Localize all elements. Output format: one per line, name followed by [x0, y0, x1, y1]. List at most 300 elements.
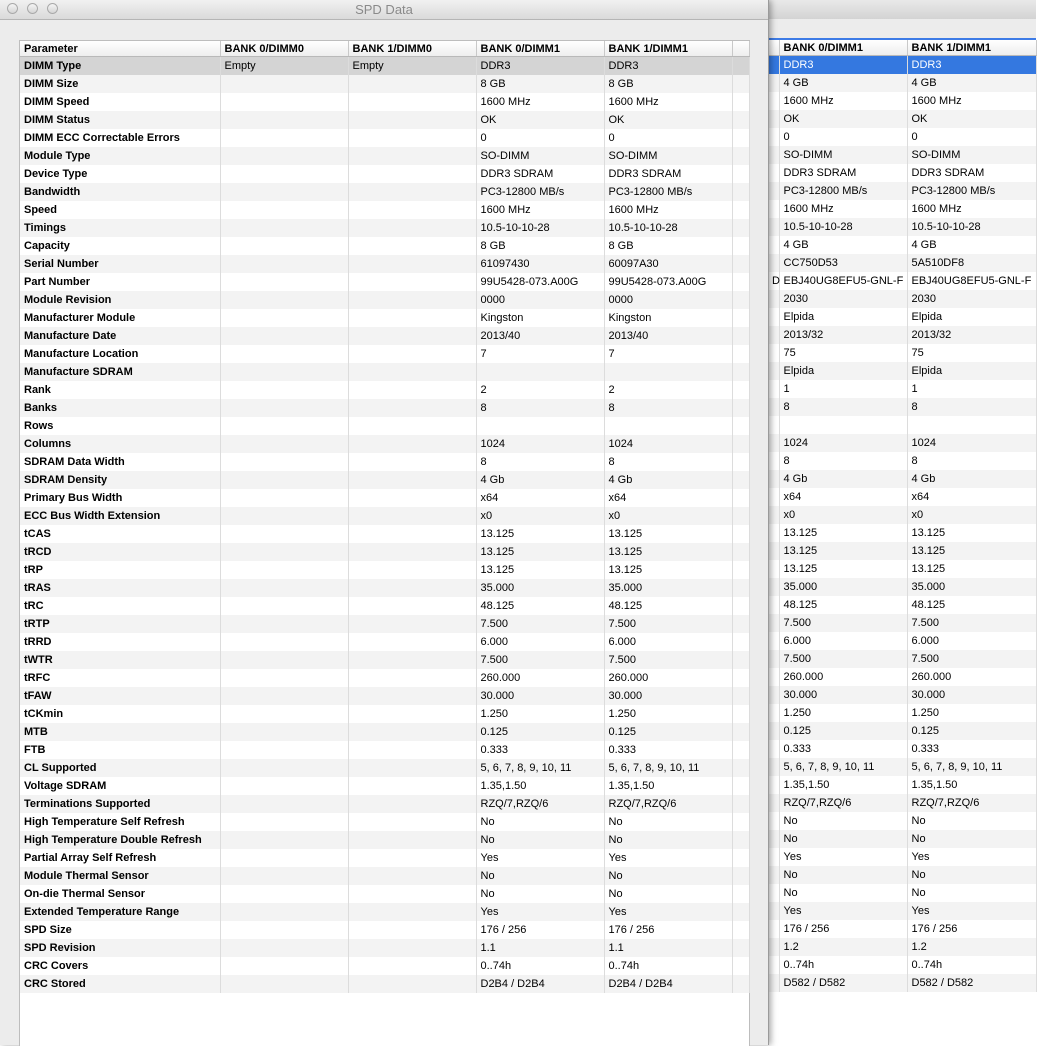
partial-cell	[768, 74, 779, 92]
table-row[interactable]	[20, 615, 749, 633]
table-row[interactable]	[768, 542, 1036, 560]
value-cell: 0.333	[779, 740, 907, 758]
table-row[interactable]	[768, 326, 1036, 344]
filler-cell	[732, 795, 749, 813]
table-row[interactable]	[768, 614, 1036, 632]
parameter-cell: Columns	[20, 435, 220, 453]
table-row[interactable]	[768, 452, 1036, 470]
filler-cell	[732, 759, 749, 777]
value-cell: 2	[604, 381, 732, 399]
value-cell: OK	[476, 111, 604, 129]
value-cell: 0..74h	[604, 957, 732, 975]
value-cell: 30.000	[907, 686, 1036, 704]
table-row[interactable]	[20, 147, 749, 165]
value-cell: 260.000	[779, 668, 907, 686]
value-cell: 10.5-10-10-28	[907, 218, 1036, 236]
table-row[interactable]	[20, 543, 749, 561]
table-row[interactable]	[20, 363, 749, 381]
value-cell: No	[907, 866, 1036, 884]
table-row[interactable]	[20, 597, 749, 615]
value-cell: x64	[779, 488, 907, 506]
parameter-cell: CRC Covers	[20, 957, 220, 975]
table-row[interactable]	[20, 129, 749, 147]
value-cell: CC750D53	[779, 254, 907, 272]
partial-cell	[768, 614, 779, 632]
value-cell	[220, 345, 348, 363]
value-cell	[476, 363, 604, 381]
table-row[interactable]	[20, 633, 749, 651]
value-cell: SO-DIMM	[476, 147, 604, 165]
value-cell	[220, 921, 348, 939]
value-cell: 0	[907, 128, 1036, 146]
value-cell	[348, 363, 476, 381]
parameter-cell: DIMM Size	[20, 75, 220, 93]
table-row[interactable]	[20, 939, 749, 957]
table-row[interactable]	[768, 902, 1036, 920]
value-cell	[348, 903, 476, 921]
table-row[interactable]	[768, 272, 1036, 290]
value-cell	[348, 633, 476, 651]
value-cell: 1.2	[907, 938, 1036, 956]
value-cell	[220, 705, 348, 723]
table-row[interactable]	[20, 723, 749, 741]
table-row[interactable]	[20, 291, 749, 309]
table-row[interactable]	[768, 398, 1036, 416]
filler-cell	[732, 633, 749, 651]
value-cell: 6.000	[779, 632, 907, 650]
partial-cell	[768, 830, 779, 848]
value-cell: 8 GB	[604, 75, 732, 93]
value-cell: Elpida	[779, 308, 907, 326]
window-title: SPD Data	[355, 2, 413, 17]
partial-cell	[768, 686, 779, 704]
parameter-cell: SDRAM Data Width	[20, 453, 220, 471]
table-row[interactable]	[20, 453, 749, 471]
table-row[interactable]	[20, 417, 749, 435]
table-row[interactable]	[768, 632, 1036, 650]
table-row[interactable]	[768, 578, 1036, 596]
value-cell: Yes	[907, 902, 1036, 920]
value-cell	[348, 561, 476, 579]
parameter-cell: Voltage SDRAM	[20, 777, 220, 795]
table-row[interactable]	[768, 74, 1036, 92]
parameter-cell: tFAW	[20, 687, 220, 705]
partial-cell: D	[768, 272, 779, 290]
table-row[interactable]	[20, 309, 749, 327]
value-cell	[348, 489, 476, 507]
table-row[interactable]	[20, 669, 749, 687]
table-row[interactable]	[768, 524, 1036, 542]
table-row[interactable]	[20, 435, 749, 453]
value-cell: SO-DIMM	[779, 146, 907, 164]
table-row[interactable]	[768, 722, 1036, 740]
parameter-cell: tCAS	[20, 525, 220, 543]
column-header-bank0-dimm0[interactable]: BANK 0/DIMM0	[220, 41, 348, 57]
value-cell	[220, 615, 348, 633]
value-cell	[604, 363, 732, 381]
table-row[interactable]	[768, 596, 1036, 614]
table-row[interactable]	[768, 182, 1036, 200]
column-header[interactable]: BANK 1/DIMM1	[907, 40, 1036, 56]
column-header[interactable]: BANK 0/DIMM1	[779, 40, 907, 56]
table-row[interactable]	[768, 974, 1036, 992]
value-cell	[348, 723, 476, 741]
table-row[interactable]	[20, 489, 749, 507]
table-row[interactable]	[768, 776, 1036, 794]
partial-cell	[768, 524, 779, 542]
value-cell: 35.000	[604, 579, 732, 597]
parameter-cell: High Temperature Double Refresh	[20, 831, 220, 849]
table-row[interactable]	[768, 56, 1036, 75]
parameter-cell: Device Type	[20, 165, 220, 183]
value-cell: 2	[476, 381, 604, 399]
table-row[interactable]	[768, 758, 1036, 776]
table-row[interactable]	[768, 938, 1036, 956]
value-cell	[348, 759, 476, 777]
value-cell	[220, 309, 348, 327]
value-cell	[220, 183, 348, 201]
value-cell: 2013/40	[604, 327, 732, 345]
filler-cell	[732, 975, 749, 993]
value-cell	[348, 435, 476, 453]
value-cell: SO-DIMM	[907, 146, 1036, 164]
value-cell: DDR3 SDRAM	[779, 164, 907, 182]
value-cell: No	[604, 885, 732, 903]
table-row[interactable]	[768, 794, 1036, 812]
value-cell	[220, 489, 348, 507]
table-row[interactable]	[20, 237, 749, 255]
table-row[interactable]	[768, 362, 1036, 380]
table-row[interactable]	[20, 903, 749, 921]
value-cell: OK	[604, 111, 732, 129]
table-row[interactable]	[768, 434, 1036, 452]
table-row[interactable]	[20, 525, 749, 543]
value-cell: 1	[907, 380, 1036, 398]
value-cell: No	[907, 884, 1036, 902]
value-cell	[220, 597, 348, 615]
table-row[interactable]	[20, 219, 749, 237]
table-row[interactable]	[20, 687, 749, 705]
filler-cell	[732, 921, 749, 939]
value-cell	[220, 219, 348, 237]
value-cell: 0.125	[476, 723, 604, 741]
value-cell: 7.500	[907, 650, 1036, 668]
column-header-bank0-dimm1[interactable]: BANK 0/DIMM1	[476, 41, 604, 57]
partial-cell	[768, 128, 779, 146]
value-cell: 8	[779, 452, 907, 470]
table-row[interactable]	[20, 111, 749, 129]
value-cell: 99U5428-073.A00G	[604, 273, 732, 291]
table-row[interactable]	[20, 957, 749, 975]
value-cell: 0.125	[779, 722, 907, 740]
table-row[interactable]	[768, 506, 1036, 524]
table-row[interactable]	[768, 488, 1036, 506]
value-cell: PC3-12800 MB/s	[476, 183, 604, 201]
table-row[interactable]	[20, 273, 749, 291]
value-cell: 0000	[604, 291, 732, 309]
partial-cell	[768, 344, 779, 362]
value-cell	[220, 651, 348, 669]
table-row[interactable]	[768, 848, 1036, 866]
partial-cell	[768, 758, 779, 776]
value-cell: 1.35,1.50	[779, 776, 907, 794]
value-cell: 7.500	[779, 614, 907, 632]
table-row[interactable]	[20, 741, 749, 759]
parameter-cell: ECC Bus Width Extension	[20, 507, 220, 525]
table-row[interactable]	[20, 57, 749, 76]
value-cell	[348, 327, 476, 345]
table-row[interactable]	[768, 236, 1036, 254]
table-row[interactable]	[20, 561, 749, 579]
value-cell	[348, 543, 476, 561]
table-row[interactable]	[768, 128, 1036, 146]
value-cell: 13.125	[476, 561, 604, 579]
value-cell: RZQ/7,RZQ/6	[907, 794, 1036, 812]
value-cell	[220, 867, 348, 885]
spd-table	[20, 41, 750, 993]
filler-cell	[732, 741, 749, 759]
value-cell: Yes	[779, 902, 907, 920]
value-cell: 48.125	[476, 597, 604, 615]
table-row[interactable]	[768, 956, 1036, 974]
partial-cell	[768, 776, 779, 794]
table-row[interactable]	[768, 200, 1036, 218]
filler-cell	[732, 435, 749, 453]
filler-cell	[732, 615, 749, 633]
partial-cell	[768, 560, 779, 578]
table-row[interactable]	[20, 183, 749, 201]
value-cell	[220, 723, 348, 741]
value-cell	[220, 885, 348, 903]
table-row[interactable]	[20, 345, 749, 363]
partial-cell	[768, 938, 779, 956]
table-row[interactable]	[20, 381, 749, 399]
value-cell: 1600 MHz	[907, 200, 1036, 218]
value-cell: 1600 MHz	[476, 93, 604, 111]
filler-cell	[732, 687, 749, 705]
table-row[interactable]	[20, 75, 749, 93]
value-cell	[348, 615, 476, 633]
value-cell	[348, 111, 476, 129]
table-row[interactable]	[20, 813, 749, 831]
parameter-cell: Rank	[20, 381, 220, 399]
table-row[interactable]	[768, 380, 1036, 398]
partial-cell	[768, 164, 779, 182]
filler-cell	[732, 309, 749, 327]
value-cell	[220, 849, 348, 867]
value-cell: No	[779, 884, 907, 902]
table-row[interactable]	[20, 831, 749, 849]
value-cell: D582 / D582	[779, 974, 907, 992]
parameter-cell: On-die Thermal Sensor	[20, 885, 220, 903]
value-cell	[220, 327, 348, 345]
value-cell: EBJ40UG8EFU5-GNL-F	[907, 272, 1036, 290]
table-row[interactable]	[20, 579, 749, 597]
table-row[interactable]	[20, 165, 749, 183]
value-cell	[348, 669, 476, 687]
table-row[interactable]	[20, 759, 749, 777]
table-row[interactable]	[768, 254, 1036, 272]
table-row[interactable]	[768, 416, 1036, 434]
table-row[interactable]	[768, 812, 1036, 830]
table-row[interactable]	[768, 218, 1036, 236]
value-cell	[220, 129, 348, 147]
value-cell: 1600 MHz	[476, 201, 604, 219]
table-row[interactable]	[768, 110, 1036, 128]
table-row[interactable]	[768, 560, 1036, 578]
table-row[interactable]	[768, 650, 1036, 668]
table-row[interactable]	[768, 344, 1036, 362]
table-row[interactable]	[768, 740, 1036, 758]
value-cell: PC3-12800 MB/s	[907, 182, 1036, 200]
value-cell	[220, 903, 348, 921]
parameter-cell: Module Revision	[20, 291, 220, 309]
value-cell: 30.000	[779, 686, 907, 704]
parameter-cell: DIMM Speed	[20, 93, 220, 111]
value-cell: DDR3 SDRAM	[907, 164, 1036, 182]
filler-cell	[732, 705, 749, 723]
table-row[interactable]	[768, 668, 1036, 686]
table-row[interactable]	[20, 93, 749, 111]
table-row[interactable]	[20, 201, 749, 219]
value-cell: DDR3	[604, 57, 732, 76]
table-row[interactable]	[768, 920, 1036, 938]
table-row[interactable]	[768, 884, 1036, 902]
value-cell	[220, 453, 348, 471]
filler-cell	[732, 777, 749, 795]
filler-cell	[732, 417, 749, 435]
table-row[interactable]	[20, 327, 749, 345]
table-row[interactable]	[768, 290, 1036, 308]
value-cell: 8 GB	[476, 237, 604, 255]
value-cell: x64	[476, 489, 604, 507]
value-cell: 1.1	[604, 939, 732, 957]
table-row[interactable]	[20, 795, 749, 813]
value-cell: No	[604, 867, 732, 885]
value-cell: PC3-12800 MB/s	[779, 182, 907, 200]
value-cell	[220, 777, 348, 795]
filler-cell	[732, 525, 749, 543]
value-cell: 7	[604, 345, 732, 363]
value-cell: 13.125	[907, 560, 1036, 578]
parameter-cell: Timings	[20, 219, 220, 237]
table-row[interactable]	[20, 255, 749, 273]
table-row[interactable]	[20, 867, 749, 885]
value-cell	[348, 255, 476, 273]
column-header-parameter[interactable]: Parameter	[20, 41, 220, 57]
table-row[interactable]	[768, 704, 1036, 722]
parameter-cell: DIMM ECC Correctable Errors	[20, 129, 220, 147]
filler-cell	[732, 381, 749, 399]
table-row[interactable]	[20, 705, 749, 723]
parameter-cell: CRC Stored	[20, 975, 220, 993]
value-cell	[348, 291, 476, 309]
partial-cell	[768, 920, 779, 938]
value-cell	[220, 237, 348, 255]
value-cell: OK	[779, 110, 907, 128]
value-cell	[348, 921, 476, 939]
table-row[interactable]	[20, 777, 749, 795]
value-cell: 7.500	[476, 615, 604, 633]
value-cell	[220, 363, 348, 381]
table-row[interactable]	[768, 830, 1036, 848]
value-cell	[220, 831, 348, 849]
value-cell: EBJ40UG8EFU5-GNL-F	[779, 272, 907, 290]
value-cell: 7.500	[604, 615, 732, 633]
parameter-cell: Module Thermal Sensor	[20, 867, 220, 885]
table-row[interactable]	[20, 651, 749, 669]
value-cell: 7	[476, 345, 604, 363]
parameter-cell: Manufacture SDRAM	[20, 363, 220, 381]
table-row[interactable]	[768, 164, 1036, 182]
table-row[interactable]	[20, 921, 749, 939]
value-cell: No	[779, 830, 907, 848]
value-cell: 35.000	[907, 578, 1036, 596]
parameter-cell: Bandwidth	[20, 183, 220, 201]
value-cell: 2013/32	[779, 326, 907, 344]
value-cell: 0	[476, 129, 604, 147]
value-cell: 1024	[779, 434, 907, 452]
value-cell	[348, 741, 476, 759]
value-cell: 0000	[476, 291, 604, 309]
table-row[interactable]	[20, 471, 749, 489]
value-cell: 2013/32	[907, 326, 1036, 344]
partial-cell	[768, 362, 779, 380]
filler-cell	[732, 453, 749, 471]
table-row[interactable]	[768, 146, 1036, 164]
filler-cell	[732, 597, 749, 615]
table-row[interactable]	[768, 686, 1036, 704]
partial-cell	[768, 182, 779, 200]
parameter-cell: DIMM Type	[20, 57, 220, 76]
value-cell: No	[476, 831, 604, 849]
table-row[interactable]	[768, 470, 1036, 488]
value-cell: Kingston	[476, 309, 604, 327]
parameter-cell: Module Type	[20, 147, 220, 165]
value-cell: RZQ/7,RZQ/6	[476, 795, 604, 813]
value-cell	[348, 795, 476, 813]
value-cell: 0.333	[907, 740, 1036, 758]
value-cell: 5, 6, 7, 8, 9, 10, 11	[907, 758, 1036, 776]
value-cell	[220, 291, 348, 309]
value-cell: 8 GB	[476, 75, 604, 93]
partial-cell	[768, 398, 779, 416]
table-row[interactable]	[20, 849, 749, 867]
column-header-bank1-dimm0[interactable]: BANK 1/DIMM0	[348, 41, 476, 57]
value-cell	[220, 669, 348, 687]
column-header-partial[interactable]	[768, 40, 779, 56]
table-row[interactable]	[20, 507, 749, 525]
table-row[interactable]	[20, 399, 749, 417]
table-row[interactable]	[768, 92, 1036, 110]
table-row[interactable]	[768, 866, 1036, 884]
partial-cell	[768, 740, 779, 758]
partial-cell	[768, 200, 779, 218]
value-cell	[220, 381, 348, 399]
value-cell	[348, 579, 476, 597]
table-row[interactable]	[20, 975, 749, 993]
partial-cell	[768, 848, 779, 866]
value-cell	[220, 255, 348, 273]
filler-cell	[732, 723, 749, 741]
value-cell	[220, 957, 348, 975]
table-row[interactable]	[20, 885, 749, 903]
column-header-bank1-dimm1[interactable]: BANK 1/DIMM1	[604, 41, 732, 57]
value-cell	[220, 471, 348, 489]
table-row[interactable]	[768, 308, 1036, 326]
filler-cell	[732, 831, 749, 849]
value-cell: No	[604, 831, 732, 849]
